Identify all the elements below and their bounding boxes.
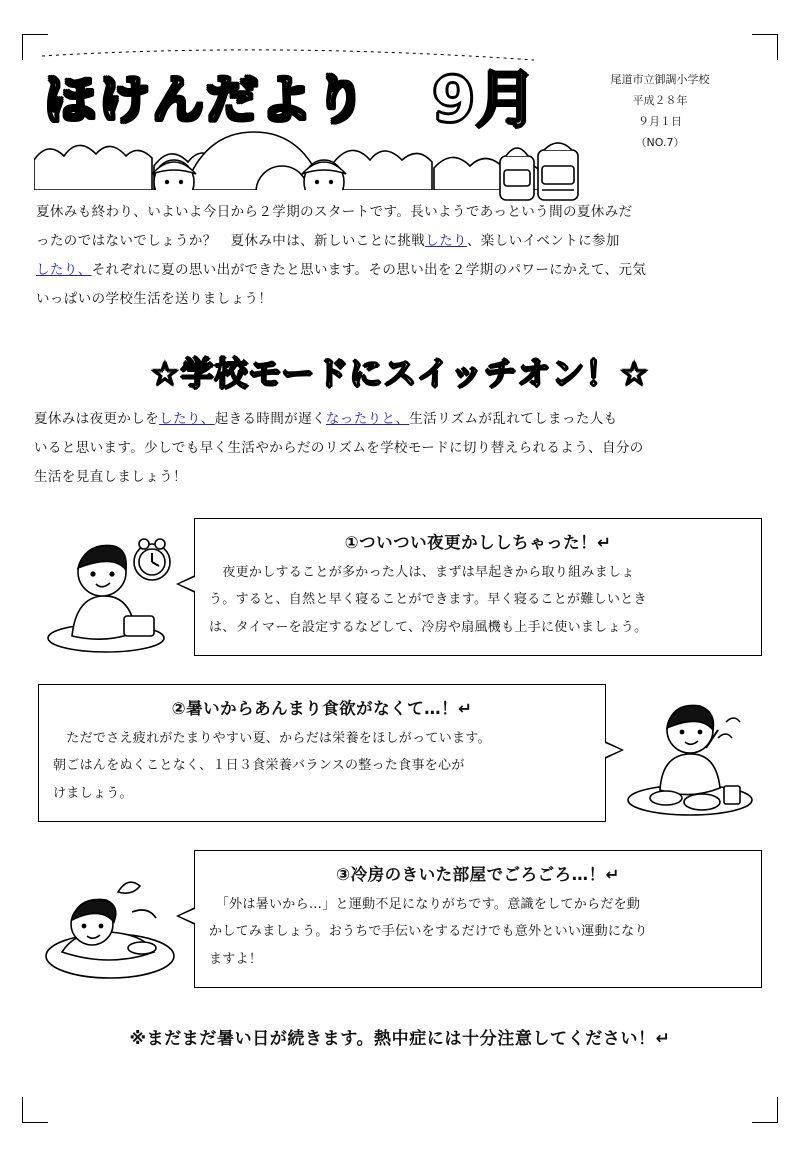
masthead xyxy=(34,40,766,190)
footer-note: ※まだまだ暑い日が続きます。熱中症には十分注意してください！↵ xyxy=(129,1029,671,1050)
tip-1-line-1: 夜更かしすることが多かった人は、まずは早起きから取り組みましょ xyxy=(209,565,635,581)
tip-1-line-2: う。すると、自然と早く寝ることができます。早く寝ることが難しいとき xyxy=(209,592,647,608)
tip-1-text xyxy=(209,559,747,641)
section-heading: ☆学校モードにスイッチオン！☆ xyxy=(150,354,650,394)
tip-2-box xyxy=(38,684,606,822)
child-with-clock-illustration xyxy=(36,520,186,656)
intro-line-2a: ったのではないでしょうか？ 夏休み中は、新しいことに挑戦 xyxy=(36,233,426,250)
tip-1-speech-pointer xyxy=(176,575,195,593)
tip-block-1 xyxy=(34,518,766,658)
tip-1-title: ①ついつい夜更かししちゃった！↵ xyxy=(344,533,612,553)
intro-line-4: いっぱいの学校生活を送りましょう！ xyxy=(36,291,273,308)
tip-1-box xyxy=(194,518,762,656)
intro-paragraph xyxy=(34,198,766,314)
section-paragraph xyxy=(34,405,766,492)
newsletter-title: ほけんだより xyxy=(44,71,369,131)
intro-line-3 xyxy=(36,256,764,285)
intro-line-2b: 、楽しいイベントに参加 xyxy=(466,233,620,250)
document-content xyxy=(34,40,766,1120)
intro-line-1: 夏休みも終わり、いよいよ今日から２学期のスタートです。長いようであっという間の夏休みだ xyxy=(36,204,633,220)
section-line-3: 生活を見直しましょう！ xyxy=(34,469,187,486)
child-lying-down-illustration xyxy=(36,852,186,988)
tip-2-speech-pointer xyxy=(605,741,624,759)
tip-3-speech-pointer xyxy=(176,907,195,925)
child-eating-meal-illustration xyxy=(614,686,764,822)
intro-line-2 xyxy=(36,227,764,256)
section-highlight-1: したり、 xyxy=(159,411,215,428)
section-line-1a: 夏休みは夜更かしを xyxy=(34,411,160,428)
tip-3-line-3: ますよ！ xyxy=(209,951,263,967)
tip-3-line-2: かしてみましょう。おうちで手伝いをするだけでも意外といい運動になり xyxy=(209,924,648,940)
intro-highlight-1: したり xyxy=(425,233,467,250)
tip-2-text xyxy=(53,725,591,807)
tip-1-line-3: は、タイマーを設定するなどして、冷房や扇風機も上手に使いましょう。 xyxy=(209,619,648,635)
tip-block-3 xyxy=(34,850,766,990)
intro-highlight-2: したり、 xyxy=(36,262,92,279)
section-line-2: いると思います。少しでも早く生活やからだのリズムを学校モードに切り替えられるよう、自分の xyxy=(34,440,644,457)
tip-block-2 xyxy=(34,684,766,824)
school-name: 尾道市立御調小学校 xyxy=(610,73,710,86)
tip-3-title: ③冷房のきいた部屋でごろごろ…！↵ xyxy=(336,865,620,885)
section-line-1b: 起きる時間が遅く xyxy=(214,411,326,428)
tip-2-line-2: 朝ごはんをぬくことなく、１日３食栄養バランスの整った食事を心が xyxy=(53,758,465,774)
newsletter-month: 9月 xyxy=(432,63,538,136)
tip-2-line-3: けましょう。 xyxy=(53,785,133,801)
tip-3-box xyxy=(194,850,762,988)
tip-3-line-1: 「外は暑いから…」と運動不足になりがちです。意識をしてからだを動 xyxy=(209,897,641,913)
intro-line-3b: それぞれに夏の思い出ができたと思います。その思い出を２学期のパワーにかえて、元気 xyxy=(91,262,647,279)
section-highlight-2: なったりと、 xyxy=(325,411,410,428)
issue-number: （NO.7） xyxy=(635,135,685,149)
issue-date: ９月１日 xyxy=(638,114,682,128)
tip-3-text xyxy=(209,891,747,973)
issue-year: 平成２８年 xyxy=(632,93,688,107)
school-info xyxy=(560,70,760,154)
section-line-1 xyxy=(34,405,766,434)
tip-2-line-1: ただでさえ疲れがたまりやすい夏、からだは栄養をほしがっています。 xyxy=(53,731,491,747)
section-line-1c: 生活リズムが乱れてしまった人も xyxy=(409,411,618,428)
tip-2-title: ②暑いからあんまり食欲がなくて…！↵ xyxy=(171,699,473,719)
